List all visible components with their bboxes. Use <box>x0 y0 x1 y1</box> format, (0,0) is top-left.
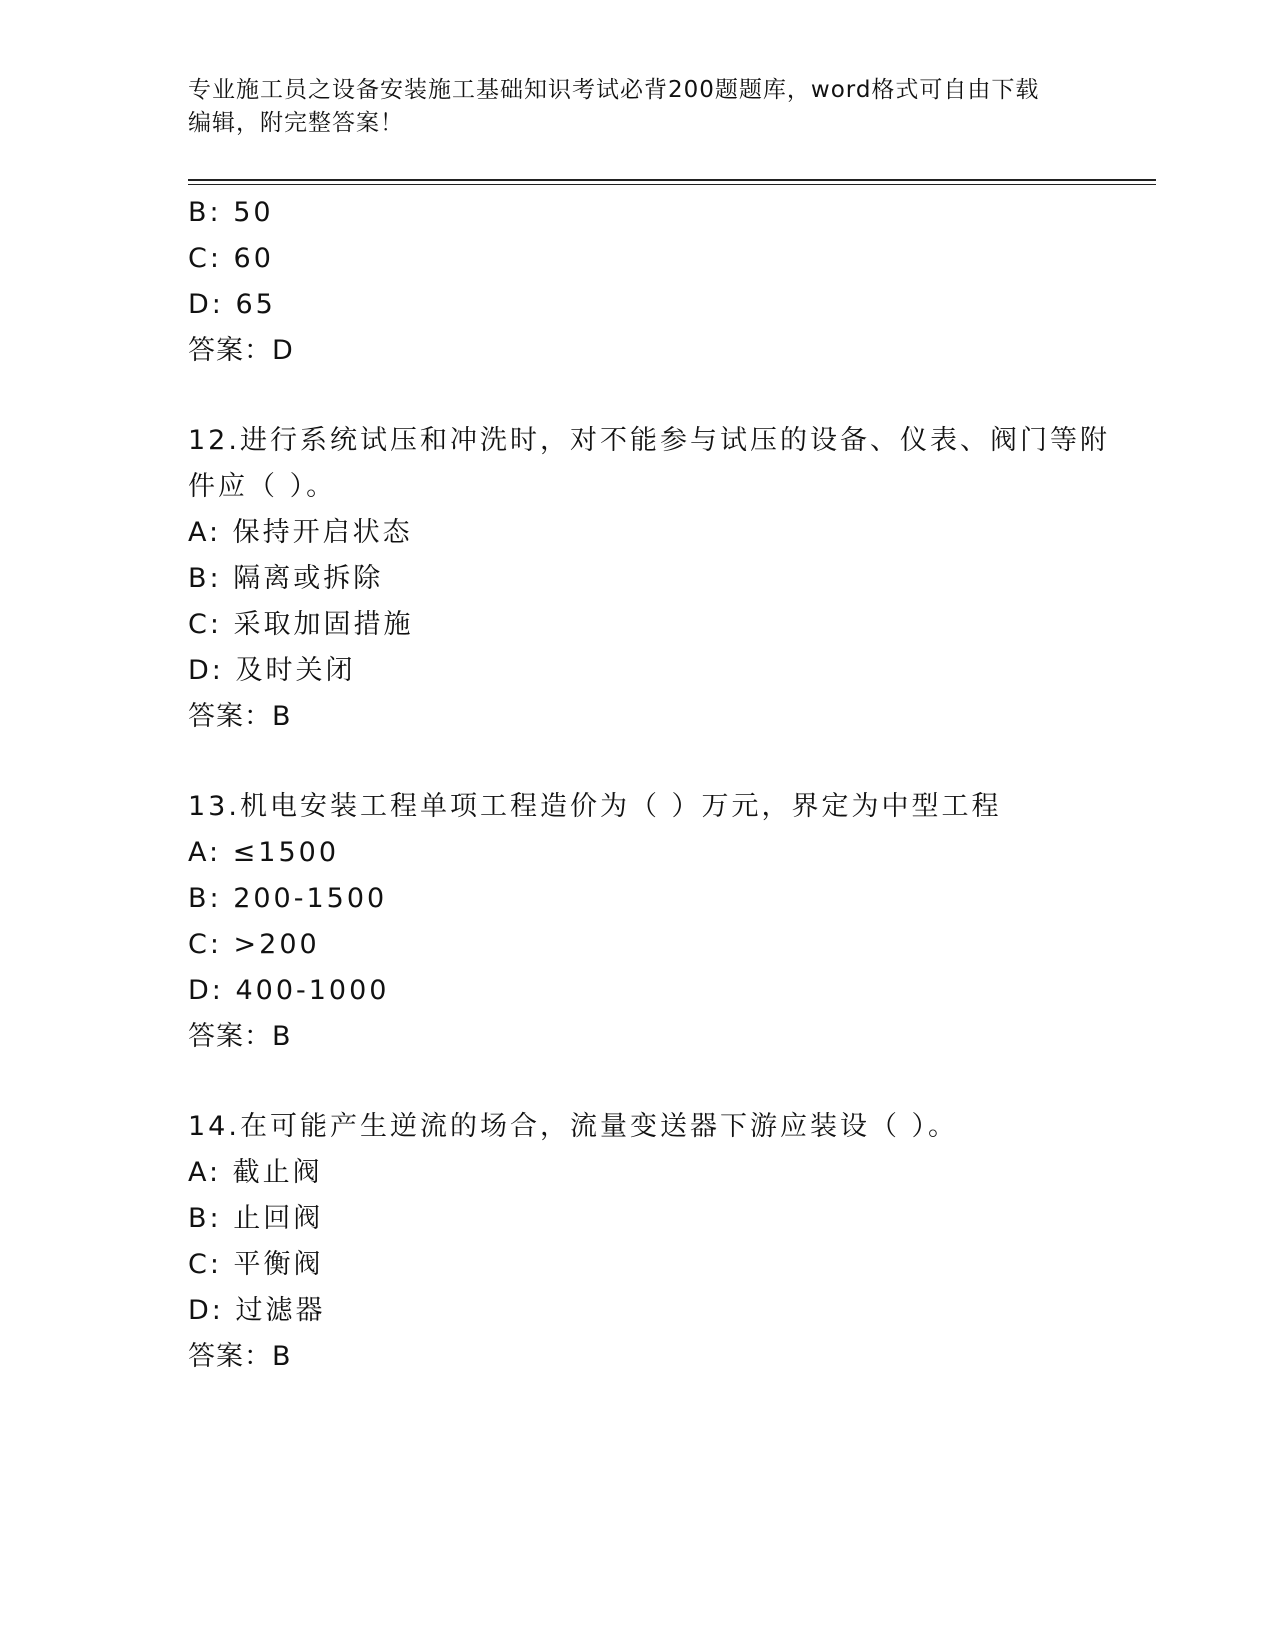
option-c: C: 60 <box>188 243 274 274</box>
question-14 <box>188 1104 1108 1380</box>
answer: 答案：B <box>188 1021 292 1052</box>
question-stem: 14.在可能产生逆流的场合，流量变送器下游应装设（ ）。 <box>188 1111 959 1142</box>
option-d: D: 过滤器 <box>188 1295 326 1326</box>
document-header <box>188 74 1088 140</box>
question-13 <box>188 784 1108 1060</box>
option-a: A: 保持开启状态 <box>188 517 413 548</box>
question-12 <box>188 418 1108 740</box>
option-a: A: 截止阀 <box>188 1157 323 1188</box>
option-d: D: 65 <box>188 289 276 320</box>
header-title-line-2: 编辑，附完整答案！ <box>188 110 404 136</box>
option-b: B: 隔离或拆除 <box>188 563 384 594</box>
option-c: C: >200 <box>188 929 320 960</box>
option-b: B: 止回阀 <box>188 1203 324 1234</box>
answer: 答案：B <box>188 701 292 732</box>
option-a: A: ≤1500 <box>188 837 340 868</box>
question-stem-line-1: 12.进行系统试压和冲洗时，对不能参与试压的设备、仪表、阀门等附 <box>188 425 1110 456</box>
previous-question-block <box>188 190 1108 374</box>
option-c: C: 平衡阀 <box>188 1249 324 1280</box>
option-c: C: 采取加固措施 <box>188 609 414 640</box>
option-b: B: 200-1500 <box>188 883 388 914</box>
header-title-line-1: 专业施工员之设备安装施工基础知识考试必背200题题库，word格式可自由下载 <box>188 77 1040 103</box>
answer: 答案：D <box>188 335 294 366</box>
option-d: D: 及时关闭 <box>188 655 356 686</box>
question-stem: 13.机电安装工程单项工程造价为（ ）万元，界定为中型工程 <box>188 791 1002 822</box>
header-divider <box>188 179 1156 185</box>
option-b: B: 50 <box>188 197 274 228</box>
answer: 答案：B <box>188 1341 292 1372</box>
option-d: D: 400-1000 <box>188 975 390 1006</box>
question-stem-line-2: 件应（ ）。 <box>188 471 337 502</box>
question-content <box>188 190 1108 1380</box>
